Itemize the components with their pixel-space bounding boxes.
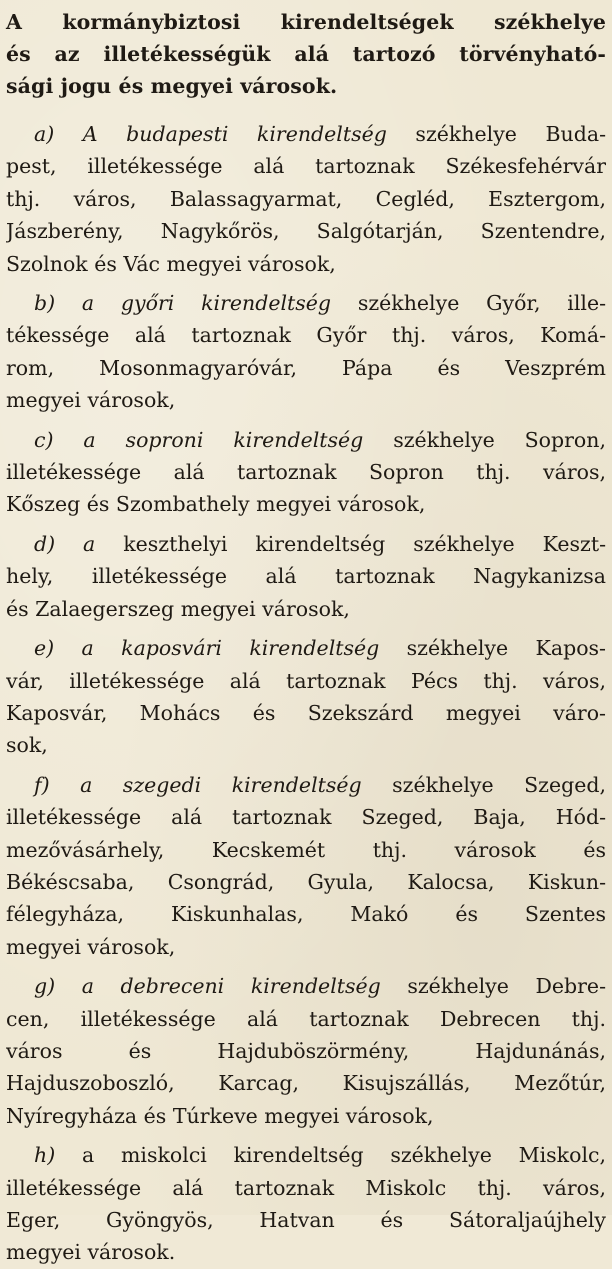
paragraph-line: Kaposvár, Mohács és Szekszárd megyei váro- xyxy=(6,700,606,725)
title-line: A kormánybiztosi kirendeltségek székhelye xyxy=(6,10,606,34)
paragraph-lead: c) a soproni kirendeltség xyxy=(34,427,364,452)
paragraph-line: tékessége alá tartoznak Győr thj. város, Komá- xyxy=(6,323,606,348)
paragraph-line: sok, xyxy=(6,733,48,758)
title-line: és az illetékességük alá tartozó törvényható- xyxy=(6,42,606,66)
paragraph-line: illetékessége alá tartoznak Sopron thj. város, xyxy=(6,460,606,485)
paragraph-line: a) A budapesti kirendeltség székhelye Buda- xyxy=(34,122,606,146)
paragraph-line: d) a keszthelyi kirendeltség székhelye Keszt- xyxy=(34,531,606,556)
paragraph-line: illetékessége alá tartoznak Miskolc thj. város, xyxy=(6,1175,606,1200)
paragraph-line: és Zalaegerszeg megyei városok, xyxy=(6,596,350,621)
paragraph-line: Hajduszoboszló, Karcag, Kisujszállás, Mezőtúr, xyxy=(6,1071,606,1096)
paragraph-line: Jászberény, Nagykőrös, Salgótarján, Szentendre, xyxy=(6,219,606,244)
paragraph-line: Nyíregyháza és Túrkeve megyei városok, xyxy=(6,1103,434,1128)
paragraph-line: vár, illetékessége alá tartoznak Pécs thj. város, xyxy=(6,668,606,693)
paragraph-list xyxy=(6,118,606,1269)
paragraph-h xyxy=(6,1139,606,1269)
paragraph-line: pest, illetékessége alá tartoznak Székesfehérvár xyxy=(6,154,606,179)
paragraph-lead: g) a debreceni kirendeltség xyxy=(34,974,381,999)
paragraph-line: g) a debreceni kirendeltség székhelye Debre- xyxy=(34,974,606,999)
paragraph-line: Kőszeg és Szombathely megyei városok, xyxy=(6,492,426,517)
paragraph-line: hely, illetékessége alá tartoznak Nagykanizsa xyxy=(6,564,606,589)
paragraph-a xyxy=(6,118,606,280)
paragraph-line: megyei városok. xyxy=(6,1240,176,1265)
paragraph-line: félegyháza, Kiskunhalas, Makó és Szentes xyxy=(6,902,606,927)
paragraph-line: b) a győri kirendeltség székhelye Győr, ille- xyxy=(34,291,606,316)
paragraph-line: c) a soproni kirendeltség székhelye Sopron, xyxy=(34,427,606,452)
paragraph-line: megyei városok, xyxy=(6,388,176,413)
paragraph-line: illetékessége alá tartoznak Szeged, Baja, Hód- xyxy=(6,805,606,830)
paragraph-e xyxy=(6,632,606,762)
paragraph-d xyxy=(6,528,606,625)
paragraph-line: rom, Mosonmagyaróvár, Pápa és Veszprém xyxy=(6,355,606,380)
paragraph-lead: h) xyxy=(34,1143,56,1168)
paragraph-line: mezővásárhely, Kecskemét thj. városok és xyxy=(6,837,606,862)
paragraph-line: thj. város, Balassagyarmat, Cegléd, Esztergom, xyxy=(6,186,606,211)
paragraph-g xyxy=(6,970,606,1132)
paragraph-line: cen, illetékessége alá tartoznak Debrecen thj. xyxy=(6,1006,606,1031)
paragraph-line: e) a kaposvári kirendeltség székhelye Kapos- xyxy=(34,636,606,661)
paragraph-line: h) a miskolci kirendeltség székhelye Miskolc, xyxy=(34,1143,606,1168)
paragraph-b xyxy=(6,287,606,417)
paragraph-f xyxy=(6,769,606,963)
paragraph-line: megyei városok, xyxy=(6,934,176,959)
paragraph-lead: f) a szegedi kirendeltség xyxy=(34,772,362,797)
paragraph-line: Eger, Gyöngyös, Hatvan és Sátoraljaújhely xyxy=(6,1208,606,1232)
title-line: sági jogu és megyei városok. xyxy=(6,74,338,98)
paragraph-line: Szolnok és Vác megyei városok, xyxy=(6,251,336,276)
paragraph-lead: d) a xyxy=(34,531,96,556)
paragraph-lead: a) A budapesti kirendeltség xyxy=(34,122,387,146)
document-title xyxy=(6,6,606,102)
paragraph-lead: b) a győri kirendeltség xyxy=(34,291,332,316)
paragraph-line: város és Hajduböszörmény, Hajdunánás, xyxy=(6,1038,606,1063)
paragraph-lead: e) a kaposvári kirendeltség xyxy=(34,636,380,661)
paragraph-c xyxy=(6,424,606,521)
paragraph-line: Békéscsaba, Csongrád, Gyula, Kalocsa, Kiskun- xyxy=(6,869,606,894)
paragraph-line: f) a szegedi kirendeltség székhelye Szeged, xyxy=(34,772,606,797)
